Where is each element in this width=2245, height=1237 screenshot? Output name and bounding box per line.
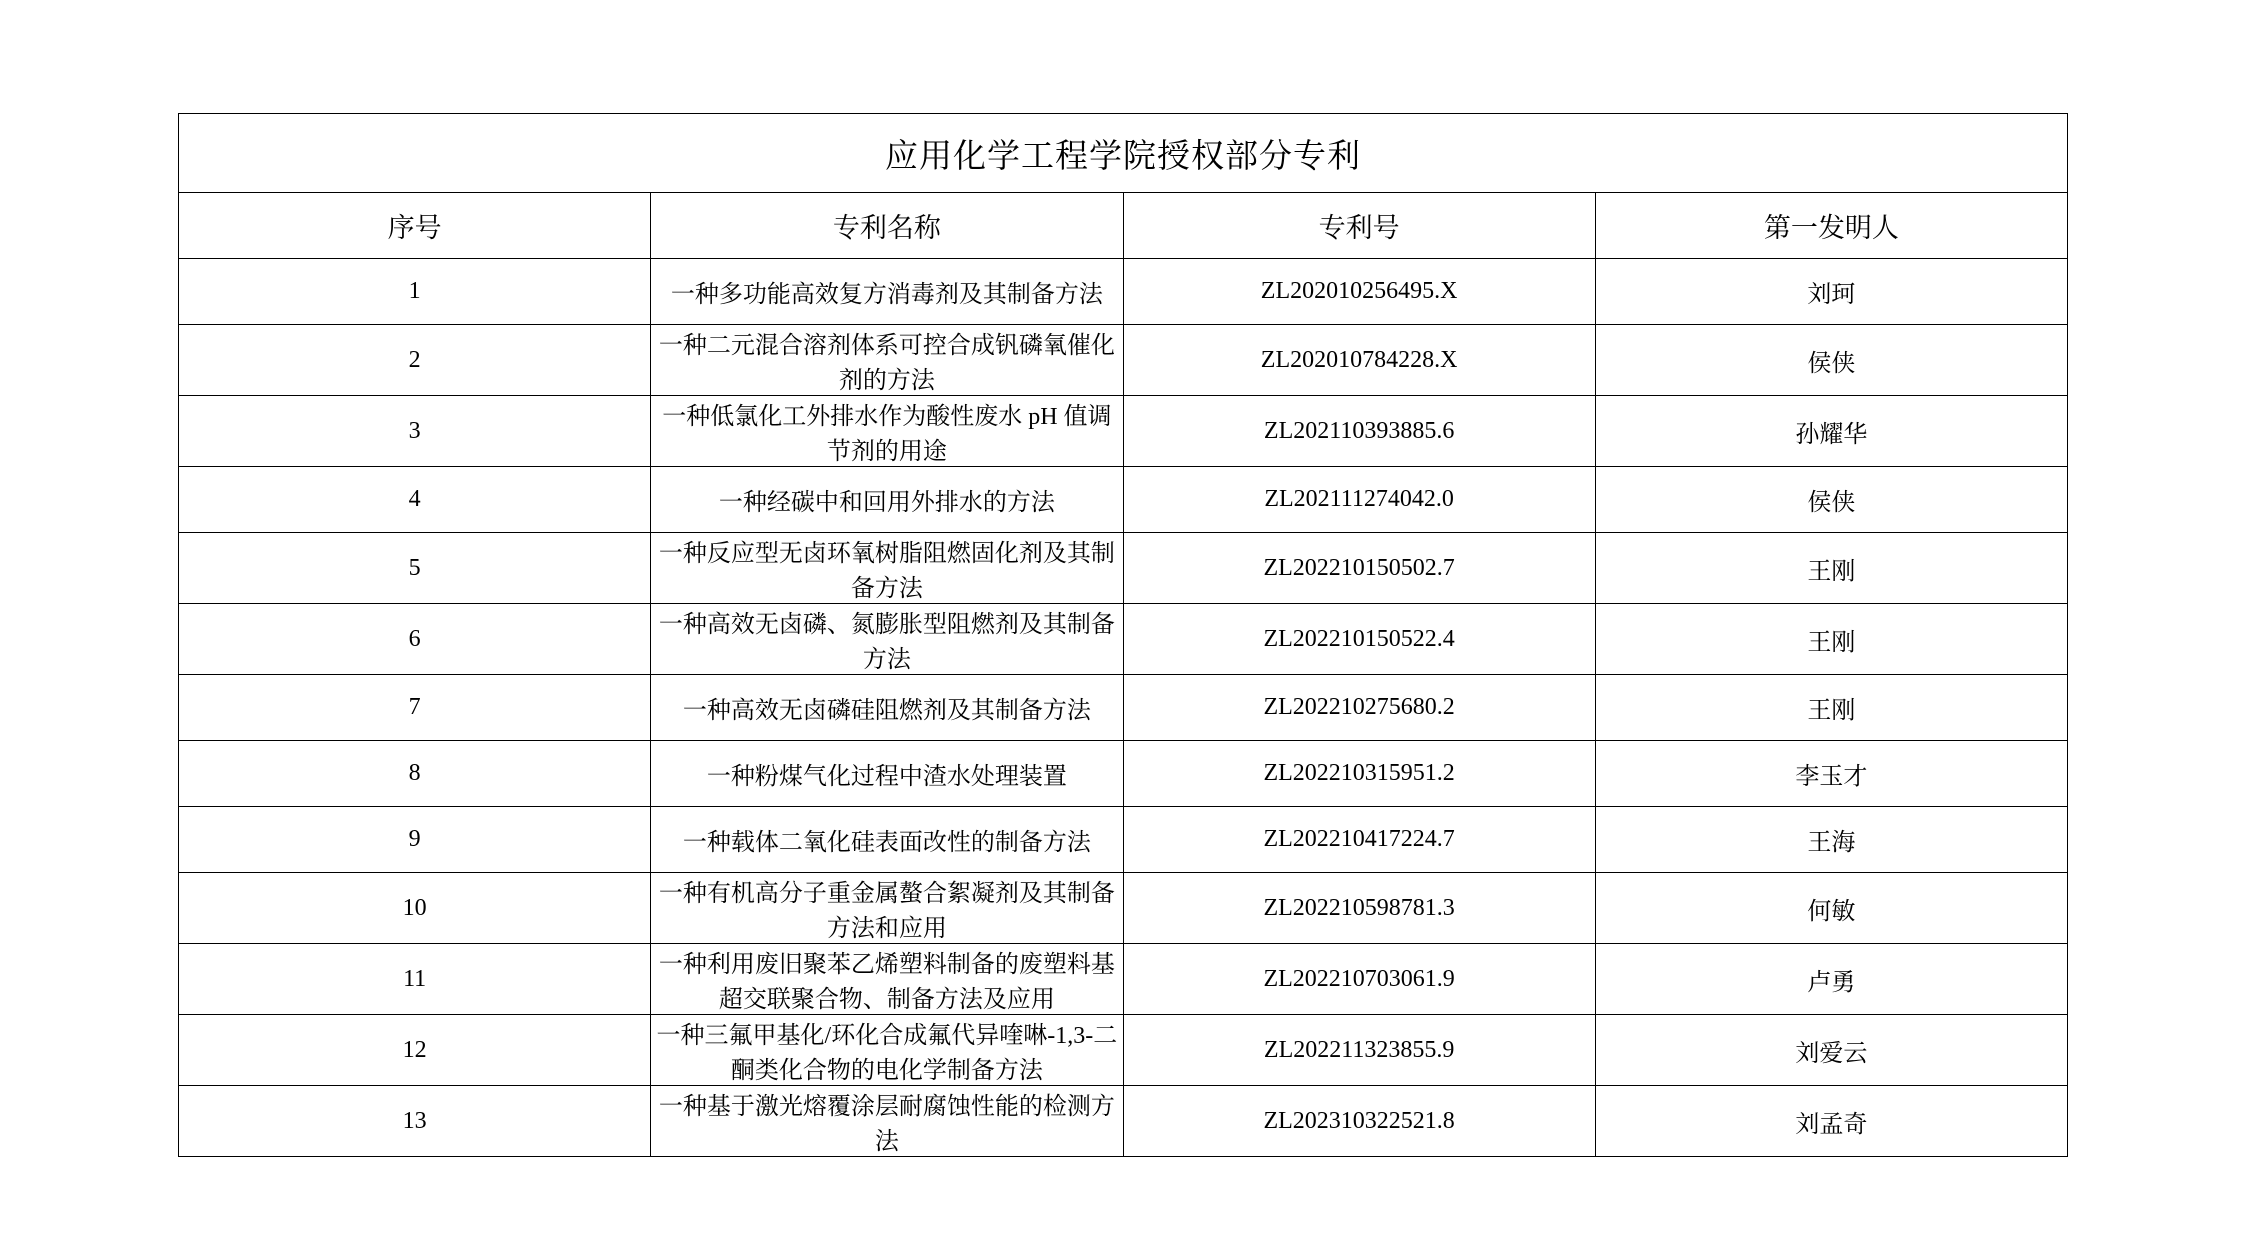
cell-no: 6 <box>179 604 651 675</box>
cell-name: 一种高效无卤磷、氮膨胀型阻燃剂及其制备方法 <box>651 604 1123 675</box>
page-title: 应用化学工程学院授权部分专利 <box>179 114 2068 193</box>
cell-no: 12 <box>179 1015 651 1086</box>
cell-no: 8 <box>179 741 651 807</box>
cell-number: ZL202210275680.2 <box>1123 675 1595 741</box>
cell-number: ZL202010784228.X <box>1123 325 1595 396</box>
cell-name: 一种利用废旧聚苯乙烯塑料制备的废塑料基超交联聚合物、制备方法及应用 <box>651 944 1123 1015</box>
cell-no: 7 <box>179 675 651 741</box>
table-row <box>179 944 2068 1015</box>
table-row <box>179 807 2068 873</box>
cell-inventor: 刘珂 <box>1595 259 2067 325</box>
table-row <box>179 467 2068 533</box>
cell-name: 一种粉煤气化过程中渣水处理装置 <box>651 741 1123 807</box>
cell-number: ZL202210598781.3 <box>1123 873 1595 944</box>
cell-inventor: 侯侠 <box>1595 467 2067 533</box>
cell-inventor: 孙耀华 <box>1595 396 2067 467</box>
cell-inventor: 刘爱云 <box>1595 1015 2067 1086</box>
cell-no: 3 <box>179 396 651 467</box>
cell-name: 一种基于激光熔覆涂层耐腐蚀性能的检测方法 <box>651 1086 1123 1157</box>
table-row <box>179 604 2068 675</box>
column-header-no: 序号 <box>179 193 651 259</box>
cell-number: ZL202210417224.7 <box>1123 807 1595 873</box>
cell-inventor: 王刚 <box>1595 604 2067 675</box>
cell-no: 13 <box>179 1086 651 1157</box>
cell-no: 4 <box>179 467 651 533</box>
table-row <box>179 533 2068 604</box>
cell-number: ZL202210150522.4 <box>1123 604 1595 675</box>
cell-name: 一种反应型无卤环氧树脂阻燃固化剂及其制备方法 <box>651 533 1123 604</box>
cell-inventor: 王刚 <box>1595 533 2067 604</box>
table-row <box>179 325 2068 396</box>
cell-name: 一种有机高分子重金属螯合絮凝剂及其制备方法和应用 <box>651 873 1123 944</box>
cell-name: 一种载体二氧化硅表面改性的制备方法 <box>651 807 1123 873</box>
cell-no: 1 <box>179 259 651 325</box>
cell-no: 5 <box>179 533 651 604</box>
table-row <box>179 675 2068 741</box>
column-header-inventor: 第一发明人 <box>1595 193 2067 259</box>
cell-name: 一种多功能高效复方消毒剂及其制备方法 <box>651 259 1123 325</box>
cell-number: ZL202110393885.6 <box>1123 396 1595 467</box>
header-row <box>179 193 2068 259</box>
cell-number: ZL202111274042.0 <box>1123 467 1595 533</box>
cell-number: ZL202210315951.2 <box>1123 741 1595 807</box>
table-row <box>179 1015 2068 1086</box>
cell-inventor: 王海 <box>1595 807 2067 873</box>
cell-inventor: 李玉才 <box>1595 741 2067 807</box>
table-row <box>179 259 2068 325</box>
column-header-number: 专利号 <box>1123 193 1595 259</box>
cell-no: 9 <box>179 807 651 873</box>
cell-number: ZL202211323855.9 <box>1123 1015 1595 1086</box>
cell-name: 一种二元混合溶剂体系可控合成钒磷氧催化剂的方法 <box>651 325 1123 396</box>
cell-name: 一种低氯化工外排水作为酸性废水 pH 值调节剂的用途 <box>651 396 1123 467</box>
cell-number: ZL202010256495.X <box>1123 259 1595 325</box>
cell-inventor: 王刚 <box>1595 675 2067 741</box>
cell-no: 2 <box>179 325 651 396</box>
cell-inventor: 刘孟奇 <box>1595 1086 2067 1157</box>
cell-number: ZL202310322521.8 <box>1123 1086 1595 1157</box>
cell-number: ZL202210150502.7 <box>1123 533 1595 604</box>
table-body <box>179 114 2068 1157</box>
table-row <box>179 873 2068 944</box>
title-row <box>179 114 2068 193</box>
document-page <box>178 113 2068 1157</box>
cell-name: 一种三氟甲基化/环化合成氟代异喹啉-1,3-二酮类化合物的电化学制备方法 <box>651 1015 1123 1086</box>
cell-inventor: 侯侠 <box>1595 325 2067 396</box>
cell-name: 一种高效无卤磷硅阻燃剂及其制备方法 <box>651 675 1123 741</box>
patent-table <box>178 113 2068 1157</box>
cell-no: 10 <box>179 873 651 944</box>
cell-name: 一种经碳中和回用外排水的方法 <box>651 467 1123 533</box>
cell-inventor: 卢勇 <box>1595 944 2067 1015</box>
cell-number: ZL202210703061.9 <box>1123 944 1595 1015</box>
table-row <box>179 1086 2068 1157</box>
table-row <box>179 741 2068 807</box>
cell-no: 11 <box>179 944 651 1015</box>
column-header-name: 专利名称 <box>651 193 1123 259</box>
table-row <box>179 396 2068 467</box>
cell-inventor: 何敏 <box>1595 873 2067 944</box>
